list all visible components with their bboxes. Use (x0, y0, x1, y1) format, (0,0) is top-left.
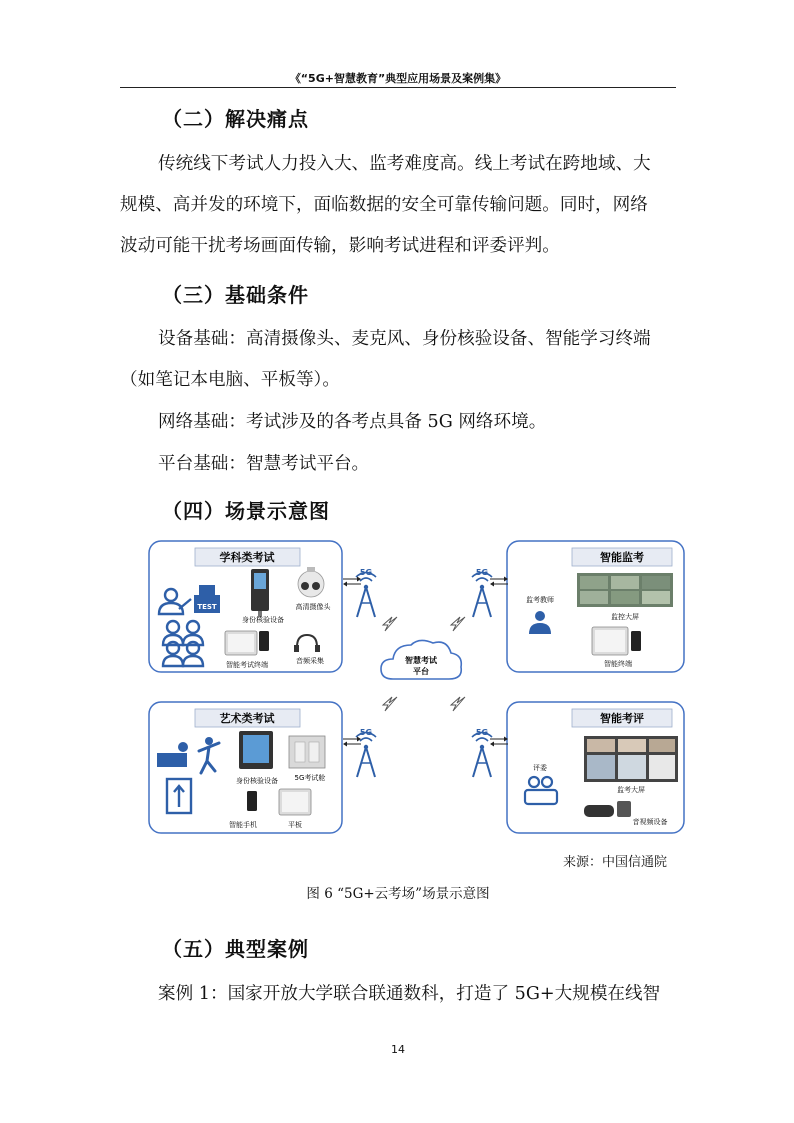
cloud-platform-icon (381, 640, 461, 679)
panel-title-academic: 学科类考试 (219, 551, 275, 564)
panel-art-exam (149, 702, 342, 833)
5g-tower-icon (472, 728, 492, 777)
paragraph-line: 网络基础：考试涉及的各考点具备 5G 网络环境。 (158, 412, 547, 432)
5g-tower-icon (472, 568, 492, 617)
tower-label: 5G (359, 568, 373, 577)
section-title-diagram: （四）场景示意图 (162, 499, 330, 523)
label-proctor-teacher: 监考教师 (526, 596, 554, 604)
panel-academic-exam (149, 541, 342, 672)
paragraph-line: 波动可能干扰考场画面传输，影响考试进程和评委评判。 (120, 236, 560, 256)
label-av-device: 音视频设备 (632, 818, 668, 826)
monitor-wall-icon (577, 573, 673, 607)
smartphone-icon (247, 791, 257, 811)
section-title-conditions: （三）基础条件 (162, 283, 309, 307)
test-sign: TEST (197, 603, 217, 611)
label-id-device: 身份核验设备 (242, 616, 284, 624)
document-header: 《“5G+智慧教育”典型应用场景及案例集》 (289, 72, 507, 85)
label-review-screen: 监考大屏 (617, 786, 645, 794)
label-judge: 评委 (533, 764, 547, 772)
tower-label: 5G (359, 728, 373, 737)
label-monitor-screen: 监控大屏 (611, 613, 639, 621)
page-number: 14 (391, 1043, 405, 1056)
exam-cabin-icon (289, 736, 325, 768)
label-hd-camera: 高清摄像头 (295, 603, 331, 611)
label-phone: 智能手机 (229, 821, 257, 829)
paragraph-line: 平台基础：智慧考试平台。 (158, 454, 370, 474)
5g-tower-icon (356, 728, 376, 777)
label-tablet: 平板 (288, 821, 302, 829)
paragraph-line: 传统线下考试人力投入大、监考难度高。线上考试在跨地域、大 (158, 154, 651, 174)
label-audio: 音频采集 (296, 657, 324, 665)
paragraph-line: 规模、高并发的环境下，面临数据的安全可靠传输问题。同时，网络 (120, 195, 648, 215)
cloud-label-line1: 智慧考试 (405, 656, 437, 665)
figure-source: 来源：中国信通院 (563, 855, 668, 870)
id-device-icon (239, 731, 273, 769)
label-cabin: 5G考试舱 (294, 774, 326, 782)
wireless-signal-icon (451, 697, 465, 711)
tower-label: 5G (475, 568, 489, 577)
video-wall-icon (584, 736, 678, 782)
wireless-signal-icon (383, 617, 397, 631)
tower-label: 5G (475, 728, 489, 737)
wireless-signal-icon (451, 617, 465, 631)
paragraph-line: （如笔记本电脑、平板等）。 (120, 370, 340, 390)
5g-tower-icon (356, 568, 376, 617)
paragraph-line: 案例 1：国家开放大学联合联通数科，打造了 5G+大规模在线智 (158, 984, 661, 1004)
header-rule (120, 87, 676, 88)
panel-title-review: 智能考评 (600, 712, 644, 725)
panel-title-art: 艺术类考试 (219, 712, 275, 725)
scene-diagram (147, 539, 687, 839)
paragraph-line: 设备基础：高清摄像头、麦克风、身份核验设备、智能学习终端 (158, 329, 651, 349)
panel-title-proctor: 智能监考 (600, 551, 644, 564)
panel-smart-review (507, 702, 684, 833)
label-smart-terminal: 智能终端 (604, 660, 632, 668)
label-id-device-art: 身份核验设备 (236, 777, 278, 785)
id-device-icon (251, 569, 269, 617)
figure-caption: 图 6 “5G+云考场”场景示意图 (306, 886, 490, 902)
panel-smart-proctoring (507, 541, 684, 672)
cloud-label-line2: 平台 (413, 667, 429, 676)
section-title-pain-points: （二）解决痛点 (162, 107, 309, 131)
wireless-signal-icon (383, 697, 397, 711)
smart-terminal-icon (592, 627, 641, 655)
section-title-cases: （五）典型案例 (162, 937, 309, 961)
label-exam-terminal: 智能考试终端 (226, 661, 268, 669)
tablet-icon (279, 789, 311, 815)
